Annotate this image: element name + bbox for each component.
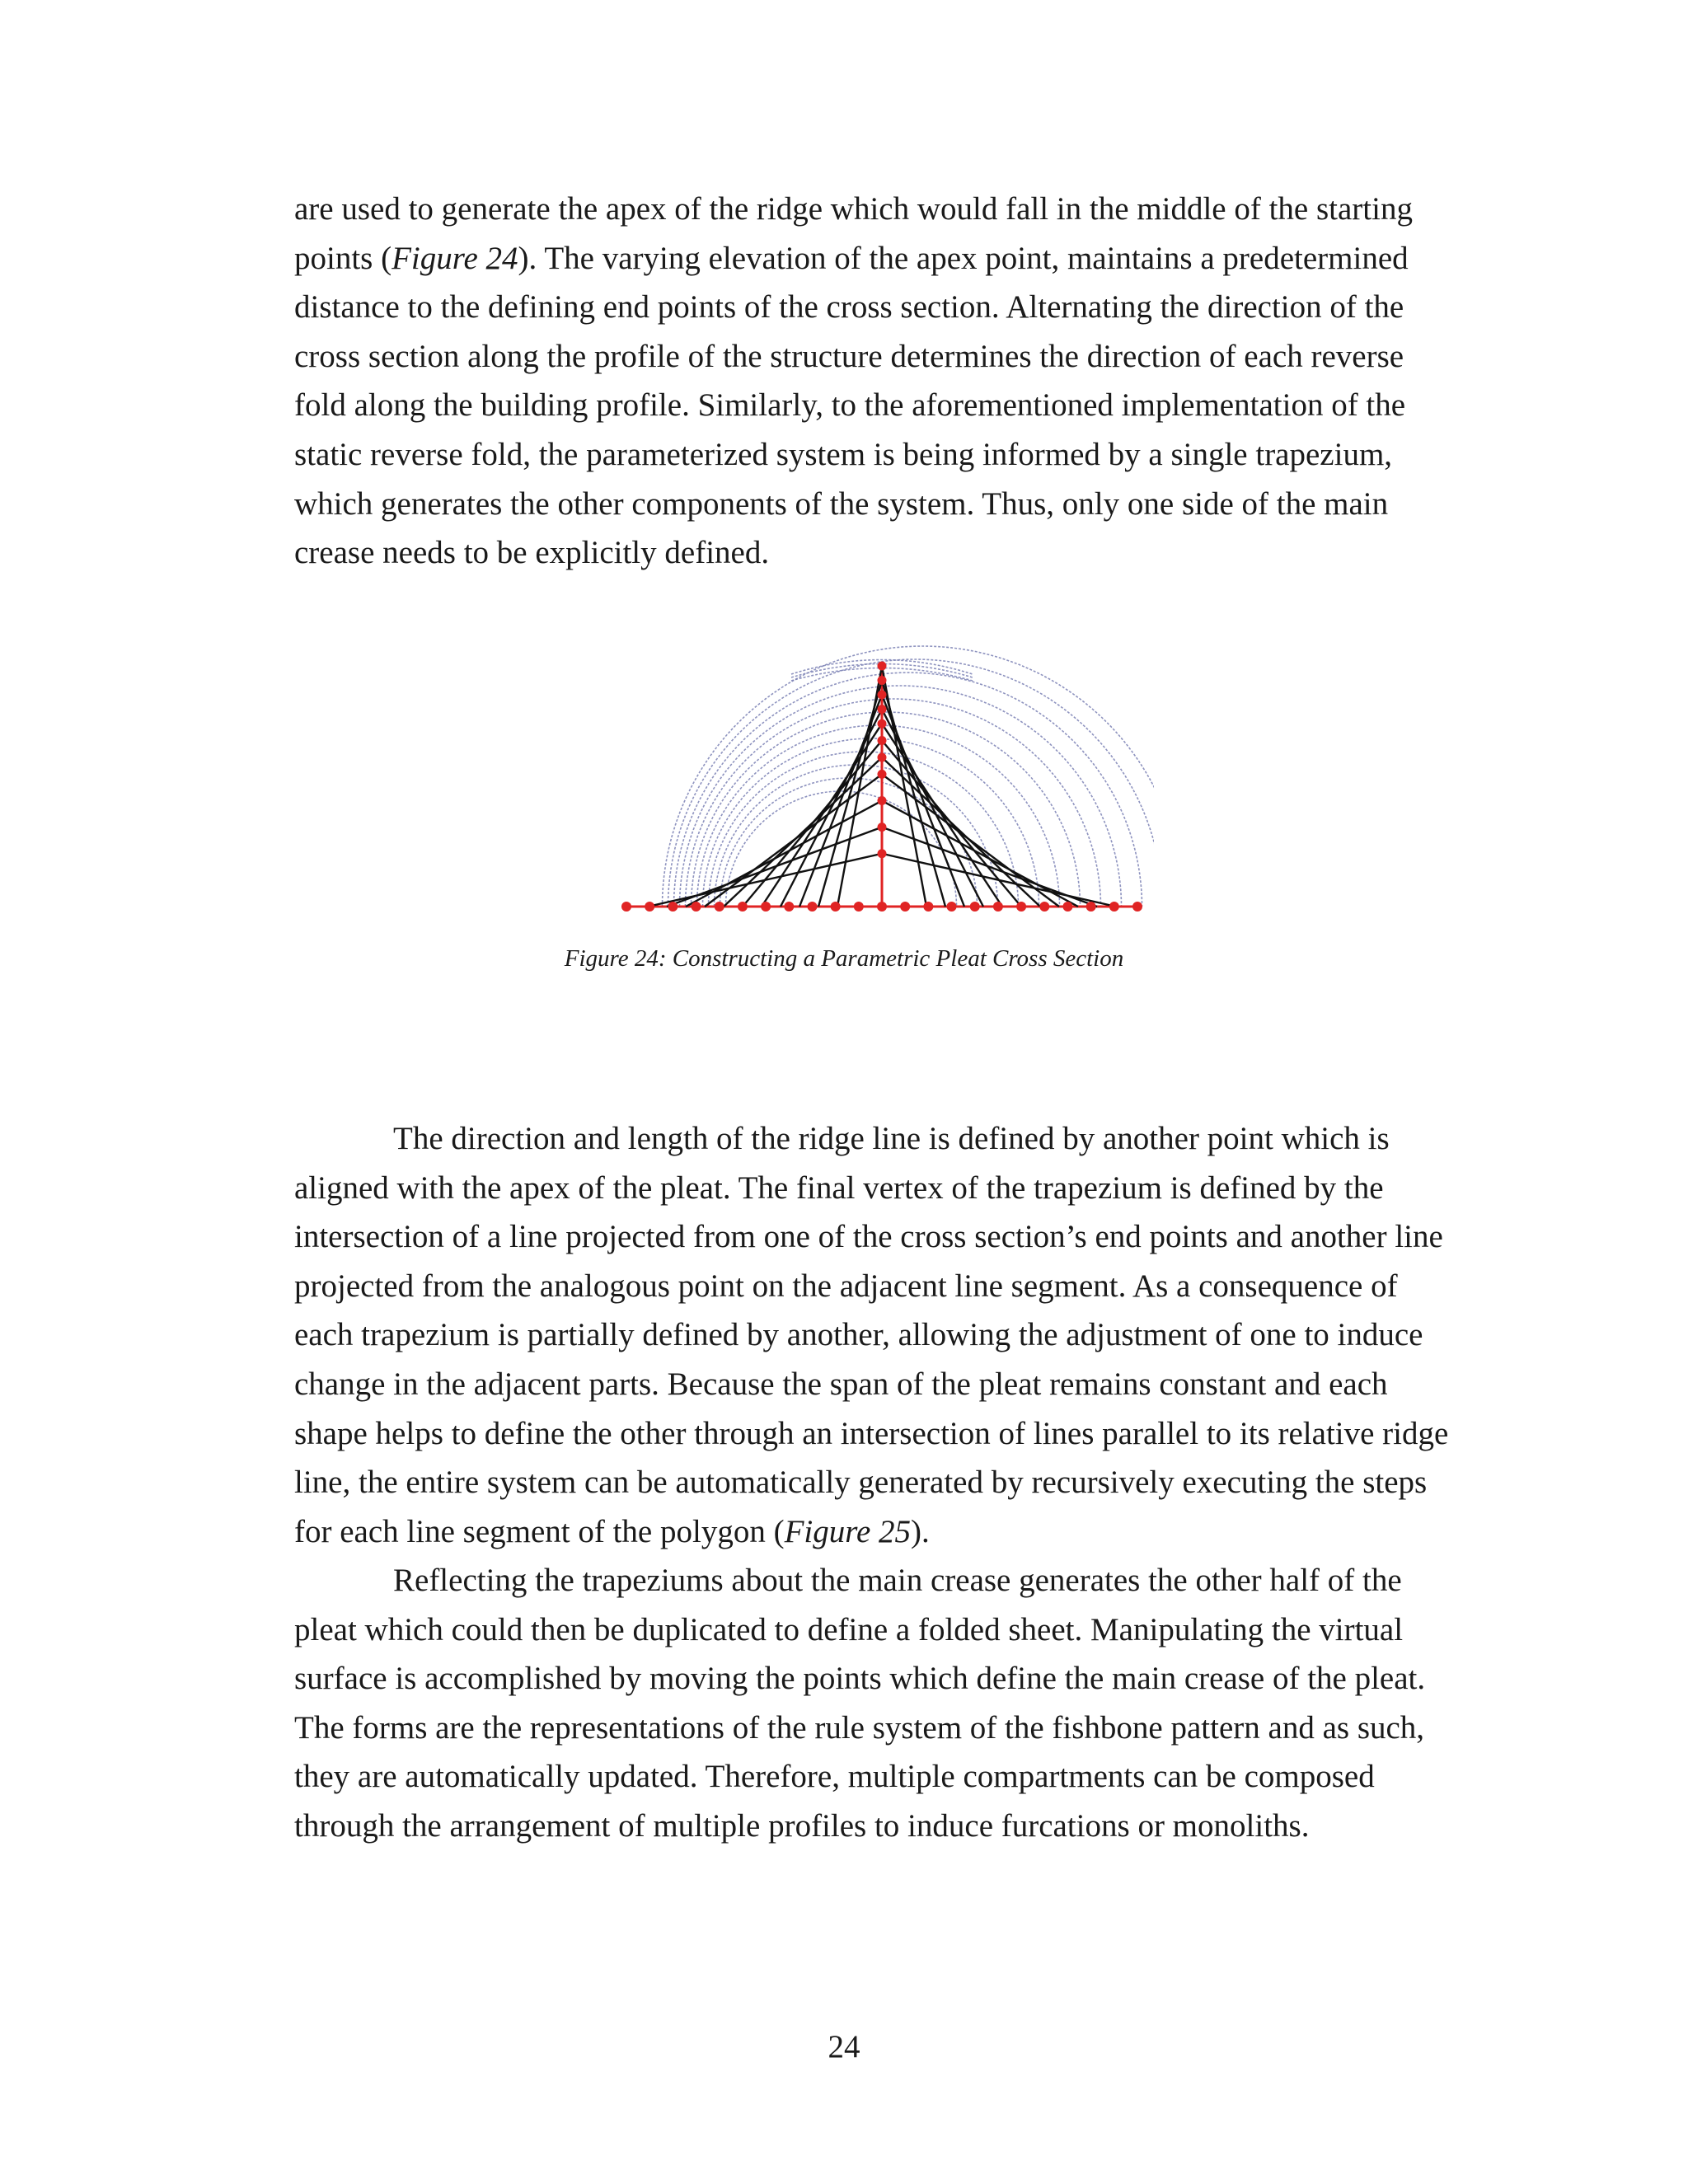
ridge-point	[878, 705, 887, 714]
base-point	[923, 902, 933, 912]
paragraph-3	[294, 1556, 1481, 1851]
base-point	[970, 902, 980, 912]
base-point	[668, 902, 678, 912]
ridge-point	[878, 736, 887, 745]
pleat-line	[882, 741, 1021, 907]
paragraph-line: The forms are the representations of the rule system of the fishbone pattern and as such,	[294, 1709, 1425, 1746]
base-point	[854, 902, 864, 912]
ridge-point	[878, 770, 887, 779]
paragraph-line: surface is accomplished by moving the points which define the main crease of the pleat.	[294, 1661, 1426, 1697]
paragraph-line	[294, 1507, 1481, 1557]
paragraph-line: each trapezium is partially defined by another, allowing the adjustment of one to induce	[294, 1317, 1423, 1353]
ridge-point	[878, 662, 887, 671]
paragraph-line: crease needs to be explicitly defined.	[294, 535, 770, 571]
base-point	[715, 902, 724, 912]
ridge-point	[878, 823, 887, 832]
ridge-point	[878, 849, 887, 858]
paragraph-line: static reverse fold, the parameterized system is being informed by a single trapezium,	[294, 436, 1393, 472]
paragraph-line: The direction and length of the ridge line is defined by another point which is	[393, 1121, 1390, 1156]
text-run: for each line segment of the polygon (	[294, 1513, 785, 1549]
base-point	[947, 902, 957, 912]
ridge-point	[878, 796, 887, 805]
paragraph-line: change in the adjacent parts. Because the span of the pleat remains constant and each	[294, 1366, 1388, 1402]
paragraph-line: are used to generate the apex of the ridge which would fall in the middle of the starting	[294, 191, 1413, 227]
paragraph-line: shape helps to define the other through an intersection of lines parallel to its relative ridge	[294, 1415, 1449, 1451]
paragraph-line: pleat which could then be duplicated to define a folded sheet. Manipulating the virtual	[294, 1611, 1404, 1647]
base-point	[621, 902, 631, 912]
pleat-line	[882, 801, 1078, 907]
base-point	[831, 902, 841, 912]
pleat-line	[882, 724, 1002, 907]
base-point	[1062, 902, 1072, 912]
construction-arc	[703, 738, 1039, 907]
pleat-line	[724, 757, 882, 907]
text-run: ).	[911, 1513, 930, 1549]
ridge-point	[878, 719, 887, 729]
pleat-cross-section-figure	[610, 635, 1154, 923]
base-point	[807, 902, 817, 912]
pleat-line	[882, 757, 1040, 907]
pleat-line	[686, 801, 882, 907]
paragraph-line: through the arrangement of multiple profiles to induce furcations or monoliths.	[294, 1807, 1310, 1844]
page-number: 24	[828, 2029, 860, 2064]
pleat-line	[762, 724, 882, 907]
paragraph-line: distance to the defining end points of the cross section. Alternating the direction of the	[294, 289, 1404, 326]
ridge-point	[878, 676, 887, 685]
base-point	[1086, 902, 1096, 912]
paragraph-line: intersection of a line projected from one of the cross section’s end points and another line	[294, 1219, 1443, 1255]
paragraph-line: which generates the other components of the system. Thus, only one side of the main	[294, 485, 1389, 522]
paragraph-line: cross section along the profile of the structure determines the direction of each reverse	[294, 338, 1404, 374]
paragraph-1	[294, 185, 1481, 578]
base-point	[692, 902, 701, 912]
base-point	[645, 902, 654, 912]
base-point	[900, 902, 910, 912]
figure-reference: Figure 25	[784, 1513, 912, 1549]
ridge-point	[878, 691, 887, 700]
figure-reference: Figure 24	[392, 240, 518, 276]
base-point	[761, 902, 771, 912]
base-point	[993, 902, 1003, 912]
paragraph-line: projected from the analogous point on the adjacent line segment. As a consequence of	[294, 1268, 1398, 1304]
text-run: ). The varying elevation of the apex point, maintains a predetermined	[518, 240, 1409, 276]
base-point	[1132, 902, 1142, 912]
paragraph-line: aligned with the apex of the pleat. The final vertex of the trapezium is defined by the	[294, 1169, 1384, 1206]
figure-caption: Figure 24: Constructing a Parametric Pleat Cross Section	[564, 945, 1124, 972]
paragraph-line: they are automatically updated. Therefore, multiple compartments can be composed	[294, 1759, 1375, 1795]
paragraph-line: fold along the building profile. Similarly, to the aforementioned implementation of the	[294, 387, 1406, 424]
base-point	[738, 902, 748, 912]
ridge-point	[878, 752, 887, 762]
construction-arc	[674, 673, 1142, 907]
text-run: points (	[294, 240, 392, 276]
base-point	[1039, 902, 1049, 912]
base-point	[784, 902, 794, 912]
base-point	[877, 902, 887, 912]
paragraph-line	[294, 234, 1481, 284]
base-point	[1109, 902, 1119, 912]
base-point	[1016, 902, 1026, 912]
paragraph-line: line, the entire system can be automatically generated by recursively executing the steps	[294, 1465, 1428, 1501]
paragraph-2	[294, 1114, 1481, 1556]
paragraph-line: Reflecting the trapeziums about the main crease generates the other half of the	[393, 1563, 1402, 1598]
